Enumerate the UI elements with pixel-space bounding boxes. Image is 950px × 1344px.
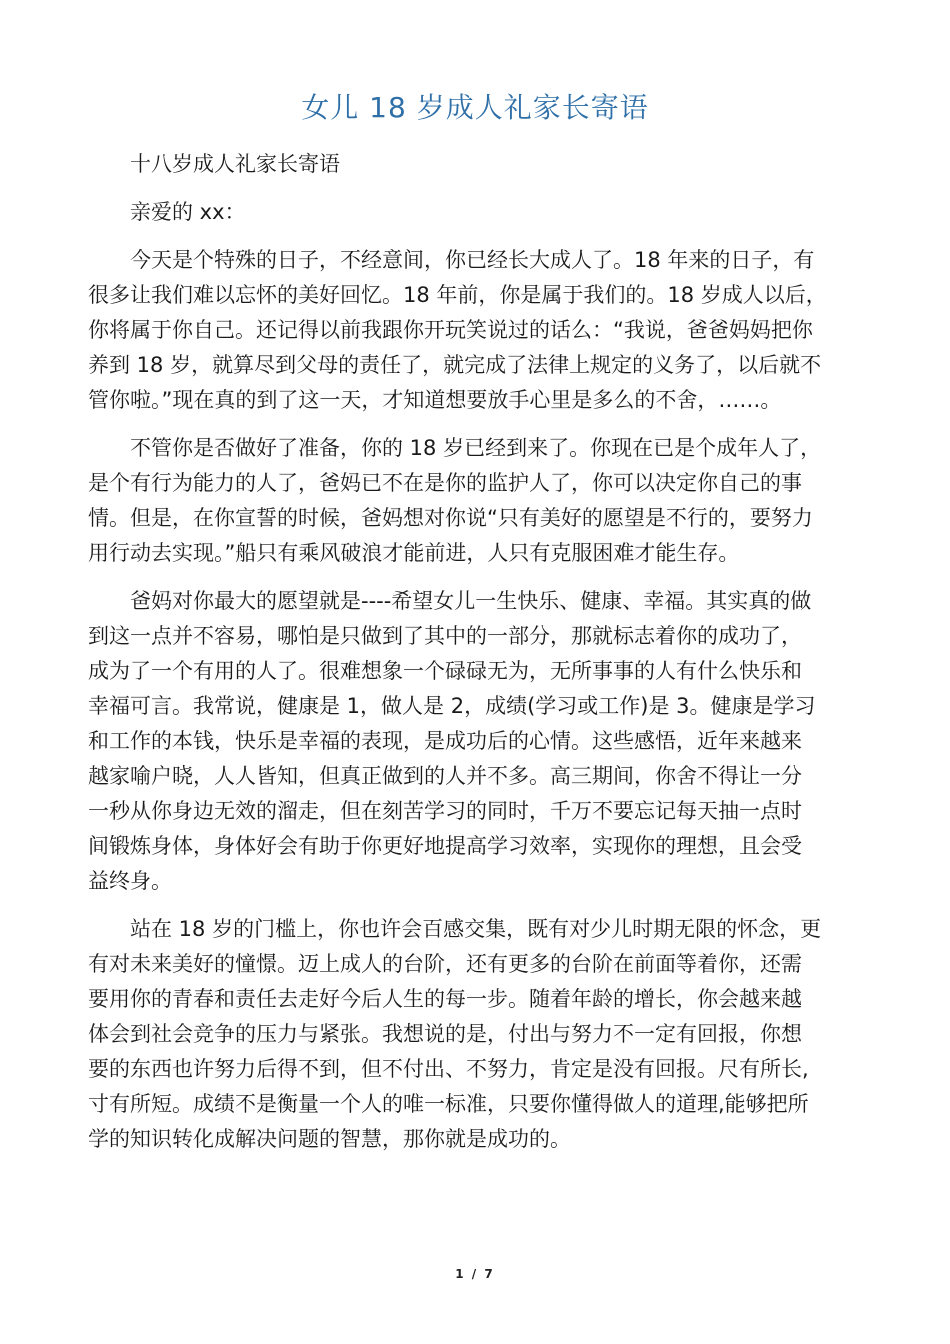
paragraph-line: 要用你的青春和责任去走好今后人生的每一步。随着年龄的增长，你会越来越 [88,987,802,1011]
paragraph-line: 今天是个特殊的日子，不经意间，你已经长大成人了。18 年来的日子，有 [130,248,815,272]
page-number: 1 / 7 [455,1267,495,1281]
paragraph-line: 要的东西也许努力后得不到，但不付出、不努力，肯定是没有回报。尺有所长, [88,1057,809,1081]
paragraph-line: 学的知识转化成解决问题的智慧，那你就是成功的。 [88,1127,571,1151]
paragraph-line: 幸福可言。我常说，健康是 1，做人是 2，成绩(学习或工作)是 3。健康是学习 [88,694,816,718]
paragraph-line: 寸有所短。成绩不是衡量一个人的唯一标准，只要你懂得做人的道理,能够把所 [88,1092,809,1116]
paragraph-line: 间锻炼身体，身体好会有助于你更好地提高学习效率，实现你的理想，且会受 [88,834,802,858]
paragraph-line: 和工作的本钱，快乐是幸福的表现，是成功后的心情。这些感悟，近年来越来 [88,729,802,753]
paragraph-line: 成为了一个有用的人了。很难想象一个碌碌无为，无所事事的人有什么快乐和 [88,659,802,683]
paragraph-2 [88,431,864,571]
paragraph-line: 越家喻户晓，人人皆知，但真正做到的人并不多。高三期间，你舍不得让一分 [88,764,802,788]
paragraph-line: 情。但是，在你宣誓的时候，爸妈想对你说“只有美好的愿望是不行的，要努力 [88,506,813,530]
paragraph-line: 一秒从你身边无效的溜走，但在刻苦学习的同时，千万不要忘记每天抽一点时 [88,799,802,823]
paragraph-line: 很多让我们难以忘怀的美好回忆。18 年前，你是属于我们的。18 岁成人以后， [88,283,827,307]
paragraph-line: 站在 18 岁的门槛上，你也许会百感交集，既有对少儿时期无限的怀念，更 [130,917,822,941]
paragraph-line: 用行动去实现。”船只有乘风破浪才能前进，人只有克服困难才能生存。 [88,541,740,565]
paragraph-line: 管你啦。”现在真的到了这一天，才知道想要放手心里是多么的不舍，……。 [88,388,782,412]
paragraph-line: 爸妈对你最大的愿望就是----希望女儿一生快乐、健康、幸福。其实真的做 [130,589,812,613]
paragraph-line: 益终身。 [88,869,172,893]
paragraph-line: 养到 18 岁，就算尽到父母的责任了，就完成了法律上规定的义务了，以后就不 [88,353,822,377]
paragraph-line: 不管你是否做好了准备，你的 18 岁已经到来了。你现在已是个成年人了， [130,436,822,460]
salutation-line: 亲爱的 xx： [130,200,246,224]
paragraph-1 [88,243,864,418]
document-body [88,147,864,1170]
document-title: 女儿 18 岁成人礼家长寄语 [301,91,649,124]
paragraph-4 [88,912,864,1157]
paragraph-line: 有对未来美好的憧憬。迈上成人的台阶，还有更多的台阶在前面等着你，还需 [88,952,802,976]
paragraph-line: 是个有行为能力的人了，爸妈已不在是你的监护人了，你可以决定你自己的事 [88,471,802,495]
subtitle-line: 十八岁成人礼家长寄语 [130,152,340,176]
paragraph-line: 你将属于你自己。还记得以前我跟你开玩笑说过的话么：“我说，爸爸妈妈把你 [88,318,813,342]
paragraph-line: 到这一点并不容易，哪怕是只做到了其中的一部分，那就标志着你的成功了， [88,624,802,648]
paragraph-3 [88,584,864,899]
paragraph-line: 体会到社会竞争的压力与紧张。我想说的是，付出与努力不一定有回报，你想 [88,1022,802,1046]
